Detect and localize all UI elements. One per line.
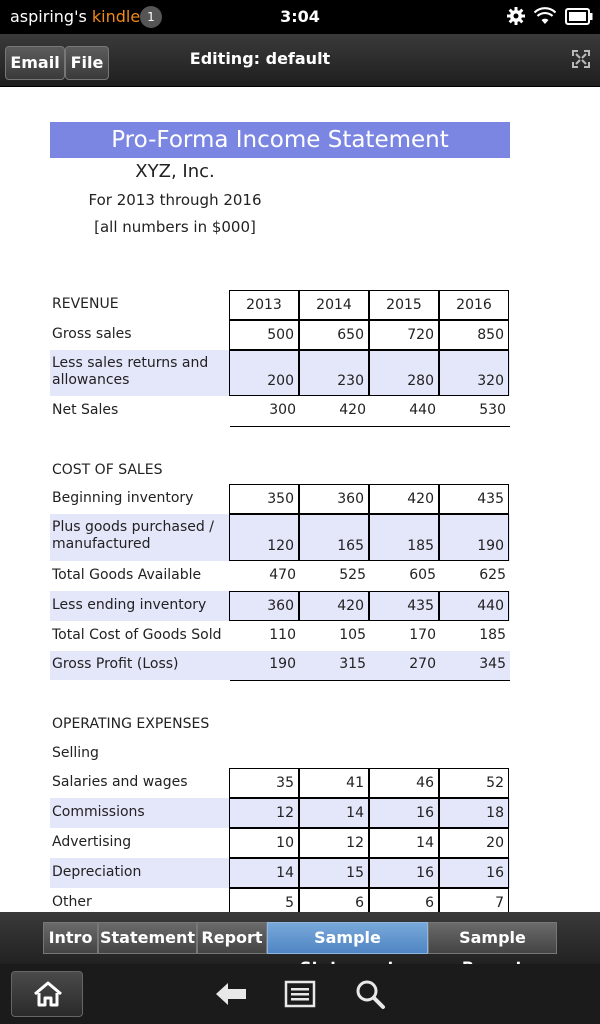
value-cell[interactable]: 440 — [409, 402, 436, 418]
value-cell[interactable]: 15 — [299, 858, 369, 888]
search-icon[interactable] — [354, 978, 386, 1014]
year-header-cell[interactable]: 2016 — [439, 290, 509, 320]
sheet-tab-bar — [0, 912, 600, 964]
row-label: Gross sales — [52, 326, 132, 342]
value-cell[interactable]: 6 — [369, 888, 439, 912]
value-cell[interactable]: 440 — [439, 591, 509, 621]
spreadsheet-document[interactable] — [0, 87, 600, 912]
value-cell[interactable]: 105 — [339, 627, 366, 643]
brand-prefix: aspiring's — [10, 7, 92, 26]
value-cell[interactable]: 650 — [299, 320, 369, 350]
row-label: Less ending inventory — [52, 597, 207, 613]
statement-units: [all numbers in $000] — [94, 218, 256, 236]
value-cell[interactable]: 360 — [299, 484, 369, 514]
value-cell[interactable]: 500 — [229, 320, 299, 350]
home-button[interactable] — [11, 971, 83, 1017]
table-row — [50, 858, 510, 888]
home-icon — [32, 980, 64, 1012]
table-row — [50, 798, 510, 828]
value-cell[interactable]: 170 — [409, 627, 436, 643]
value-cell[interactable]: 230 — [299, 350, 369, 396]
company-name: XYZ, Inc. — [135, 161, 215, 182]
selling-subheading: Selling — [52, 745, 99, 761]
table-row — [50, 888, 510, 912]
value-cell[interactable]: 16 — [369, 858, 439, 888]
file-button[interactable]: File — [65, 46, 109, 80]
statement-period: For 2013 through 2016 — [88, 191, 262, 209]
wifi-icon — [534, 6, 556, 30]
page-title: Editing: default — [189, 49, 331, 68]
device-nav-bar — [0, 964, 600, 1024]
value-cell[interactable]: 625 — [479, 567, 506, 583]
operating-expenses-heading: OPERATING EXPENSES — [52, 716, 210, 732]
app-title-bar — [0, 34, 600, 87]
value-cell[interactable]: 14 — [369, 828, 439, 858]
value-cell[interactable]: 41 — [299, 768, 369, 798]
value-cell[interactable]: 420 — [299, 591, 369, 621]
value-cell[interactable]: 200 — [229, 350, 299, 396]
value-cell[interactable]: 16 — [439, 858, 509, 888]
table-row — [50, 591, 510, 621]
value-cell[interactable]: 300 — [269, 402, 296, 418]
value-cell[interactable]: 270 — [409, 656, 436, 672]
tab-sample-statement[interactable]: Sample — [267, 922, 428, 954]
tab-intro[interactable]: Intro — [43, 922, 98, 954]
row-label: Salaries and wages — [52, 774, 188, 790]
table-row — [50, 828, 510, 858]
value-cell[interactable]: 350 — [229, 484, 299, 514]
row-label: Total Goods Available — [52, 567, 202, 583]
value-cell[interactable]: 18 — [439, 798, 509, 828]
value-cell[interactable]: 530 — [479, 402, 506, 418]
value-cell[interactable]: 110 — [269, 627, 296, 643]
value-cell[interactable]: 20 — [439, 828, 509, 858]
value-cell[interactable]: 315 — [339, 656, 366, 672]
table-row — [50, 484, 510, 514]
value-cell[interactable]: 6 — [299, 888, 369, 912]
cost-of-sales-heading: COST OF SALES — [52, 462, 163, 478]
value-cell[interactable]: 605 — [409, 567, 436, 583]
row-label: Net Sales — [52, 402, 119, 418]
year-header-cell[interactable]: 2015 — [369, 290, 439, 320]
table-row — [50, 514, 510, 561]
value-cell[interactable]: 12 — [229, 798, 299, 828]
value-cell[interactable]: 420 — [369, 484, 439, 514]
value-cell[interactable]: 5 — [229, 888, 299, 912]
statement-title-banner: Pro-Forma Income Statement — [50, 122, 510, 158]
value-cell[interactable]: 185 — [369, 514, 439, 561]
total-underline — [230, 680, 510, 681]
settings-gear-icon[interactable] — [506, 6, 526, 30]
value-cell[interactable]: 7 — [439, 888, 509, 912]
email-button[interactable]: Email — [5, 46, 65, 80]
brand-name: kindle — [91, 7, 141, 26]
value-cell[interactable]: 435 — [369, 591, 439, 621]
tab-statement[interactable]: Statement — [98, 922, 197, 954]
table-row — [50, 621, 510, 651]
value-cell[interactable]: 435 — [439, 484, 509, 514]
row-label: Advertising — [52, 834, 132, 850]
row-label: Plus goods purchased / manufactured — [52, 519, 214, 552]
tab-sample-report[interactable]: Sample — [428, 922, 557, 954]
value-cell[interactable]: 14 — [299, 798, 369, 828]
value-cell[interactable]: 12 — [299, 828, 369, 858]
row-label: Gross Profit (Loss) — [52, 656, 179, 672]
notification-badge[interactable]: 1 — [140, 6, 162, 28]
year-header-row — [50, 290, 510, 320]
value-cell[interactable]: 14 — [229, 858, 299, 888]
menu-icon[interactable] — [284, 980, 316, 1012]
value-cell[interactable]: 120 — [229, 514, 299, 561]
row-label: Total Cost of Goods Sold — [52, 627, 222, 643]
value-cell[interactable]: 190 — [439, 514, 509, 561]
table-row — [50, 350, 510, 396]
table-row — [50, 320, 510, 350]
row-label: Commissions — [52, 804, 145, 820]
value-cell[interactable]: 345 — [479, 656, 506, 672]
clock: 3:04 — [280, 7, 320, 26]
row-label: Beginning inventory — [52, 490, 194, 506]
table-row — [50, 396, 510, 426]
value-cell[interactable]: 280 — [369, 350, 439, 396]
value-cell[interactable]: 470 — [269, 567, 296, 583]
value-cell[interactable]: 165 — [299, 514, 369, 561]
table-row — [50, 768, 510, 798]
value-cell[interactable]: 720 — [369, 320, 439, 350]
revenue-heading: REVENUE — [52, 296, 119, 312]
fullscreen-icon[interactable] — [572, 50, 590, 72]
table-row — [50, 651, 510, 680]
back-arrow-icon[interactable] — [214, 980, 248, 1012]
value-cell[interactable]: 850 — [439, 320, 509, 350]
table-row — [50, 561, 510, 591]
value-cell[interactable]: 46 — [369, 768, 439, 798]
tab-report[interactable]: Report — [197, 922, 267, 954]
value-cell[interactable]: 525 — [339, 567, 366, 583]
year-header-cell[interactable]: 2014 — [299, 290, 369, 320]
value-cell[interactable]: 10 — [229, 828, 299, 858]
value-cell[interactable]: 185 — [479, 627, 506, 643]
value-cell[interactable]: 16 — [369, 798, 439, 828]
value-cell[interactable]: 360 — [229, 591, 299, 621]
total-underline — [230, 426, 510, 427]
value-cell[interactable]: 35 — [229, 768, 299, 798]
row-label: Depreciation — [52, 864, 142, 880]
row-label: Less sales returns and allowances — [52, 355, 209, 388]
value-cell[interactable]: 52 — [439, 768, 509, 798]
year-header-cell[interactable]: 2013 — [229, 290, 299, 320]
value-cell[interactable]: 190 — [269, 656, 296, 672]
status-bar — [0, 0, 600, 34]
value-cell[interactable]: 420 — [339, 402, 366, 418]
row-label: Other — [52, 894, 92, 910]
battery-icon — [565, 8, 593, 29]
value-cell[interactable]: 320 — [439, 350, 509, 396]
